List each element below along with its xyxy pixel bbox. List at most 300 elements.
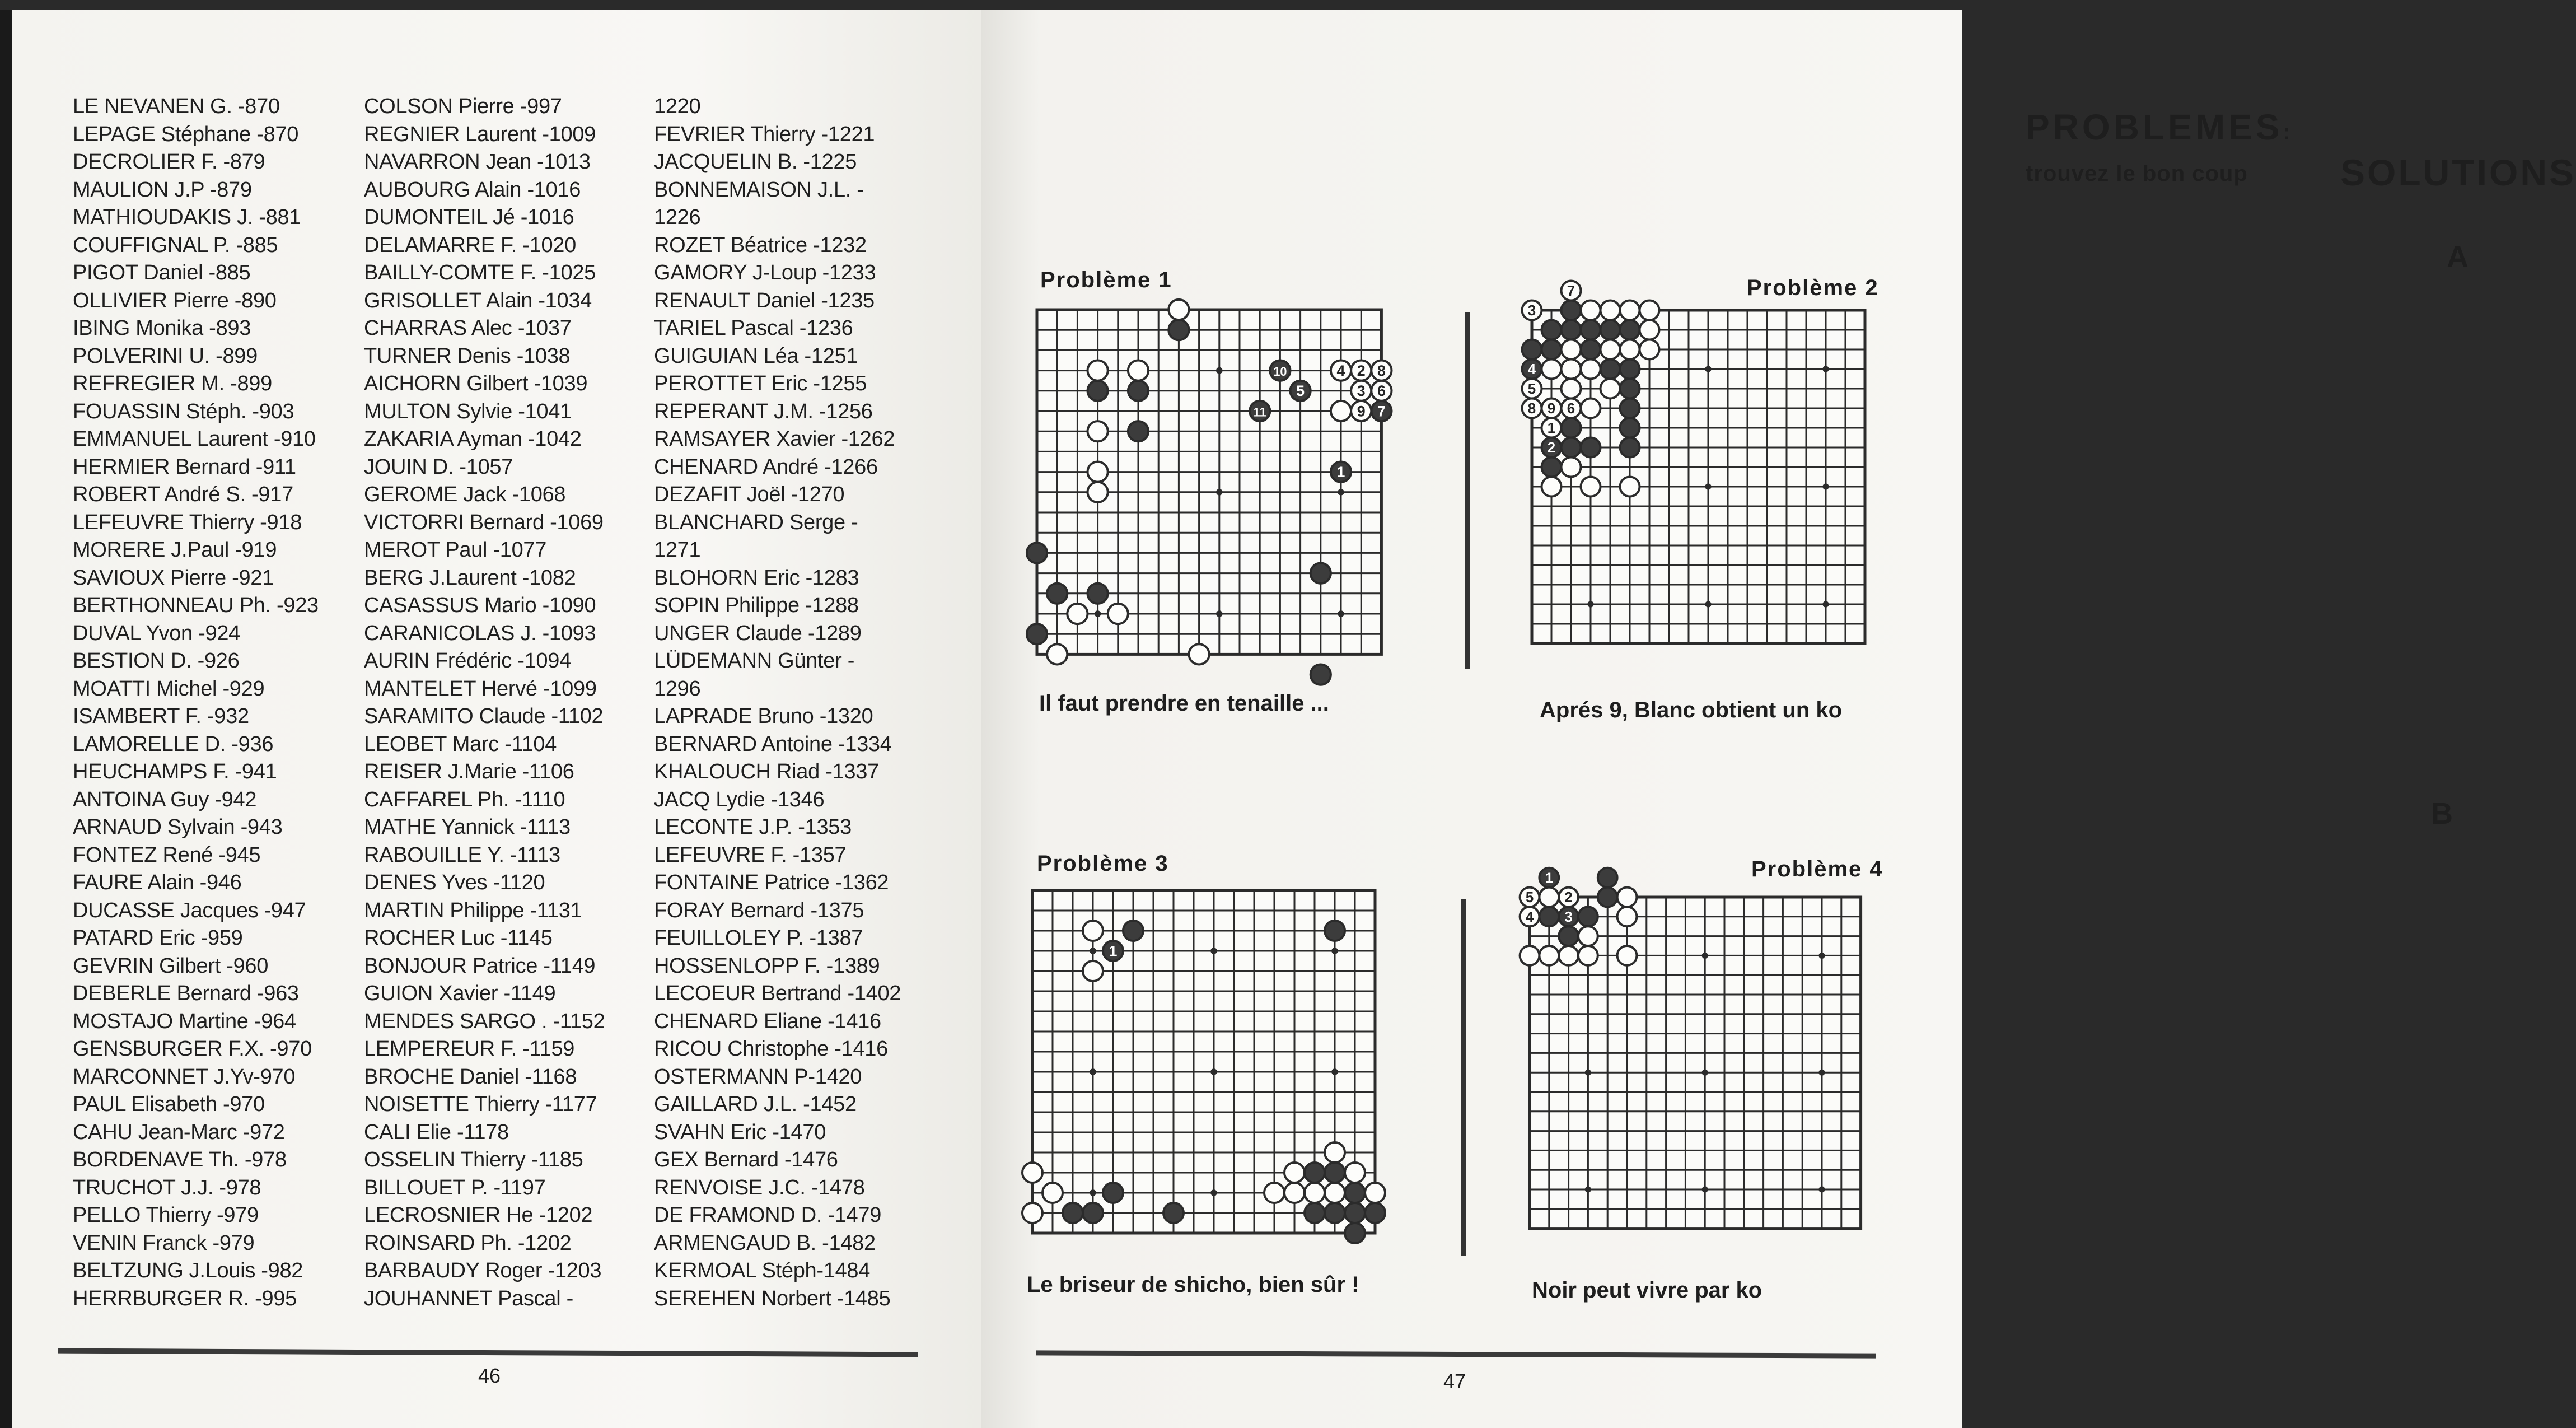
name-entry: 1220	[654, 95, 701, 118]
name-entry: BROCHE Daniel -1168	[364, 1065, 577, 1089]
white-stone	[1617, 946, 1637, 965]
star-point	[1210, 1189, 1217, 1196]
name-column-3	[654, 93, 901, 1313]
name-entry: BESTION D. -926	[73, 649, 240, 673]
name-entry: FONTAINE Patrice -1362	[654, 871, 889, 894]
white-stone	[1022, 1203, 1042, 1223]
white-stone	[1539, 888, 1559, 907]
name-entry: MOATTI Michel -929	[73, 676, 265, 701]
star-point	[1705, 601, 1711, 607]
move-number: 1	[1109, 942, 1118, 960]
white-stone	[1284, 1183, 1305, 1203]
white-stone	[1581, 477, 1601, 497]
name-entry: DUCASSE Jacques -947	[73, 898, 306, 922]
black-stone	[1598, 888, 1617, 907]
problem-4-label: Problème 4	[1751, 857, 1883, 881]
black-stone	[1562, 418, 1581, 438]
white-stone	[1022, 1163, 1042, 1183]
name-entry: JACQ Lydie -1346	[654, 787, 825, 811]
white-stone	[1578, 926, 1598, 946]
page-number: 46	[478, 1364, 501, 1387]
name-entry: RAMSAYER Xavier -1262	[654, 427, 895, 451]
name-entry: SARAMITO Claude -1102	[364, 704, 604, 728]
white-stone	[1345, 1163, 1365, 1183]
white-stone	[1108, 604, 1128, 624]
name-entry: OSSELIN Thierry -1185	[364, 1148, 583, 1172]
title-subtitle: : trouvez le bon coup	[2026, 120, 2291, 186]
black-stone	[1542, 458, 1562, 477]
white-stone	[1578, 946, 1598, 965]
problem-1-label: Problème 1	[1040, 268, 1172, 292]
name-entry: LEPAGE Stéphane -870	[73, 122, 299, 146]
name-entry: BLOHORN Eric -1283	[654, 566, 859, 590]
name-entry: PATARD Eric -959	[73, 926, 243, 950]
name-entry: JACQUELIN B. -1225	[654, 150, 857, 174]
white-stone	[1581, 399, 1601, 418]
star-point	[1822, 366, 1829, 372]
white-stone	[1088, 482, 1108, 502]
name-entry: BONJOUR Patrice -1149	[364, 954, 596, 978]
black-stone	[1088, 584, 1108, 604]
black-stone	[1325, 1163, 1345, 1183]
move-number: 9	[1357, 403, 1366, 420]
name-entry: AICHORN Gilbert -1039	[364, 372, 588, 395]
black-stone	[1620, 379, 1640, 399]
name-entry: OSTERMANN P-1420	[654, 1065, 862, 1089]
name-entry: ROZET Béatrice -1232	[654, 233, 867, 257]
name-entry: BAILLY-COMTE F. -1025	[364, 261, 596, 284]
problem-3-caption: Le briseur de shicho, bien sûr !	[1027, 1272, 1359, 1297]
black-stone	[1601, 360, 1620, 379]
name-entry: VICTORRI Bernard -1069	[364, 510, 604, 534]
name-entry: MATHIOUDAKIS J. -881	[73, 206, 301, 229]
white-stone	[1067, 604, 1087, 624]
black-stone	[1581, 320, 1601, 340]
name-entry: LE NEVANEN G. -870	[73, 95, 280, 118]
white-stone	[1562, 340, 1581, 360]
black-stone	[1542, 320, 1562, 340]
star-point	[1818, 953, 1825, 959]
board-frame	[1037, 310, 1381, 654]
name-entry: DUVAL Yvon -924	[73, 621, 240, 645]
name-column-2	[364, 93, 605, 1313]
name-entry: LAPRADE Bruno -1320	[654, 704, 873, 728]
black-stone	[1345, 1203, 1365, 1223]
white-stone	[1520, 946, 1540, 965]
name-entry: DEBERLE Bernard -963	[73, 982, 299, 1005]
name-entry: RABOUILLE Y. -1113	[364, 843, 560, 867]
white-stone	[1088, 462, 1108, 482]
name-entry: JOUHANNET Pascal -	[364, 1286, 573, 1310]
move-number: 7	[1377, 403, 1386, 420]
name-entry: BONNEMAISON J.L. -	[654, 178, 864, 202]
problem-1-caption: Il faut prendre en tenaille ...	[1039, 691, 1329, 716]
black-stone	[1305, 1203, 1325, 1223]
white-stone	[1083, 921, 1103, 941]
name-entry: GUION Xavier -1149	[364, 982, 556, 1005]
white-stone	[1620, 340, 1640, 360]
problem-3-label: Problème 3	[1037, 851, 1169, 876]
name-entry: GENSBURGER F.X. -970	[73, 1037, 312, 1061]
move-number: 3	[1564, 909, 1573, 925]
name-entry: SOPIN Philippe -1288	[654, 594, 859, 617]
name-entry: FAURE Alain -946	[73, 871, 242, 894]
left-page	[0, 10, 981, 1428]
page-number: 47	[1443, 1370, 1466, 1393]
black-stone	[1601, 320, 1620, 340]
star-point	[1702, 1070, 1708, 1076]
black-stone	[1522, 340, 1542, 360]
name-entry: MENDES SARGO . -1152	[364, 1009, 605, 1033]
black-stone	[1562, 320, 1581, 340]
solutions-heading: SOLUTIONS	[2340, 152, 2576, 193]
star-point	[1818, 1070, 1825, 1076]
white-stone	[1305, 1183, 1325, 1203]
white-stone	[1617, 888, 1637, 907]
white-stone	[1640, 320, 1659, 340]
move-number: 1	[1336, 464, 1345, 481]
footer-rule	[58, 1348, 918, 1357]
black-stone	[1562, 438, 1581, 458]
name-entry: HERRBURGER R. -995	[73, 1286, 297, 1310]
move-number: 1	[1545, 870, 1553, 886]
black-stone	[1620, 438, 1640, 458]
name-entry: SEREHEN Norbert -1485	[654, 1286, 891, 1310]
problem-2-caption: Aprés 9, Blanc obtient un ko	[1540, 698, 1843, 722]
move-number: 5	[1525, 890, 1534, 906]
name-entry: MAULION J.P -879	[73, 178, 252, 202]
white-stone	[1620, 301, 1640, 320]
black-stone	[1581, 340, 1601, 360]
white-stone	[1083, 961, 1103, 981]
name-entry: DE FRAMOND D. -1479	[654, 1203, 882, 1227]
black-stone	[1559, 926, 1578, 946]
section-b-label: B	[2431, 797, 2453, 830]
black-stone	[1578, 907, 1598, 926]
name-entry: REGNIER Laurent -1009	[364, 122, 596, 146]
white-stone	[1264, 1183, 1284, 1203]
black-stone	[1581, 438, 1601, 458]
star-point	[1587, 601, 1593, 607]
name-entry: GRISOLLET Alain -1034	[364, 288, 592, 312]
name-entry: CAHU Jean-Marc -972	[73, 1120, 285, 1144]
name-entry: MEROT Paul -1077	[364, 538, 547, 562]
name-entry: POLVERINI U. -899	[73, 344, 258, 368]
black-stone	[1311, 563, 1331, 584]
white-stone	[1325, 1183, 1345, 1203]
black-stone	[1027, 543, 1047, 563]
name-entry: BERTHONNEAU Ph. -923	[73, 594, 319, 617]
name-entry: LECONTE J.P. -1353	[654, 815, 852, 839]
name-entry: LECOEUR Bertrand -1402	[654, 982, 901, 1005]
name-entry: COUFFIGNAL P. -885	[73, 233, 278, 257]
white-stone	[1047, 644, 1067, 664]
name-entry: GAMORY J-Loup -1233	[654, 261, 876, 284]
white-stone	[1128, 361, 1148, 381]
white-stone	[1559, 946, 1578, 965]
name-entry: KHALOUCH Riad -1337	[654, 760, 879, 783]
name-entry: IBING Monika -893	[73, 316, 251, 340]
black-stone	[1620, 418, 1640, 438]
move-number: 5	[1296, 382, 1305, 400]
move-number: 6	[1377, 382, 1386, 400]
name-entry: 1226	[654, 206, 701, 229]
name-entry: GEX Bernard -1476	[654, 1148, 838, 1172]
black-stone	[1598, 868, 1617, 888]
white-stone	[1640, 340, 1659, 360]
name-entry: MATHE Yannick -1113	[364, 815, 571, 839]
name-entry: GEROME Jack -1068	[364, 483, 566, 506]
star-point	[1705, 483, 1711, 489]
move-number: 2	[1547, 440, 1556, 456]
white-stone	[1640, 301, 1659, 320]
name-entry: LEFEUVRE Thierry -918	[73, 510, 302, 534]
name-entry: FOUASSIN Stéph. -903	[73, 399, 294, 423]
board-frame	[1032, 890, 1375, 1233]
name-entry: ARNAUD Sylvain -943	[73, 815, 283, 839]
black-stone	[1027, 624, 1047, 644]
star-point	[1216, 610, 1223, 617]
white-stone	[1189, 644, 1209, 664]
black-stone	[1620, 320, 1640, 340]
star-point	[1585, 1070, 1591, 1076]
star-point	[1210, 948, 1217, 954]
white-stone	[1088, 421, 1108, 441]
white-stone	[1042, 1183, 1063, 1203]
black-stone	[1345, 1183, 1365, 1203]
name-entry: CHENARD Eliane -1416	[654, 1009, 881, 1033]
name-entry: ROINSARD Ph. -1202	[364, 1231, 572, 1255]
move-number: 9	[1547, 401, 1556, 417]
move-number: 8	[1377, 362, 1386, 380]
name-entry: LECROSNIER He -1202	[364, 1203, 593, 1227]
go-board-problem-3	[1016, 874, 1392, 1250]
name-entry: PELLO Thierry -979	[73, 1203, 259, 1227]
name-entry: COLSON Pierre -997	[364, 95, 562, 118]
star-point	[1338, 610, 1344, 617]
name-entry: GEVRIN Gilbert -960	[73, 954, 269, 978]
name-entry: CHARRAS Alec -1037	[364, 316, 572, 340]
black-stone	[1365, 1203, 1385, 1223]
move-number: 2	[1564, 890, 1573, 906]
name-entry: DEZAFIT Joël -1270	[654, 483, 845, 506]
name-entry: DELAMARRE F. -1020	[364, 233, 576, 257]
name-entry: ISAMBERT F. -932	[73, 704, 249, 728]
divider-b	[1461, 899, 1466, 1256]
white-stone	[1601, 379, 1620, 399]
name-entry: VENIN Franck -979	[73, 1231, 255, 1255]
black-stone	[1128, 381, 1148, 401]
title-text: PROBLEMES	[2026, 107, 2283, 147]
star-point	[1216, 367, 1223, 374]
name-entry: 1271	[654, 538, 701, 562]
name-entry: FEUILLOLEY P. -1387	[654, 926, 863, 950]
name-entry: MULTON Sylvie -1041	[364, 399, 572, 423]
star-point	[1818, 1186, 1825, 1192]
name-entry: AURIN Frédéric -1094	[364, 649, 571, 673]
white-stone	[1581, 360, 1601, 379]
move-number: 4	[1527, 362, 1536, 378]
star-point	[1338, 489, 1344, 496]
black-stone	[1305, 1163, 1325, 1183]
name-entry: BELTZUNG J.Louis -982	[73, 1259, 303, 1282]
name-entry: JOUIN D. -1057	[364, 455, 513, 479]
white-stone	[1168, 300, 1189, 320]
name-entry: LEFEUVRE F. -1357	[654, 843, 847, 867]
star-point	[1331, 948, 1338, 954]
name-entry: TURNER Denis -1038	[364, 344, 571, 368]
move-number: 4	[1525, 909, 1534, 925]
white-stone	[1601, 340, 1620, 360]
name-entry: REPERANT J.M. -1256	[654, 399, 873, 423]
star-point	[1705, 366, 1711, 372]
name-entry: BERNARD Antoine -1334	[654, 732, 892, 756]
white-stone	[1620, 477, 1640, 497]
name-entry: AUBOURG Alain -1016	[364, 178, 581, 202]
white-stone	[1284, 1163, 1305, 1183]
black-stone	[1163, 1203, 1184, 1223]
section-a-label: A	[2447, 240, 2469, 274]
page-title	[2026, 106, 2291, 189]
name-entry: MANTELET Hervé -1099	[364, 676, 597, 701]
name-entry: BORDENAVE Th. -978	[73, 1148, 287, 1172]
black-stone	[1123, 921, 1143, 941]
white-stone	[1562, 458, 1581, 477]
name-entry: RENVOISE J.C. -1478	[654, 1175, 865, 1200]
name-entry: MARCONNET J.Yv-970	[73, 1065, 296, 1089]
name-entry: ARMENGAUD B. -1482	[654, 1231, 876, 1255]
name-entry: HERMIER Bernard -911	[73, 455, 296, 479]
name-entry: CALI Elie -1178	[364, 1120, 509, 1144]
name-entry: REFREGIER M. -899	[73, 372, 272, 395]
name-entry: FORAY Bernard -1375	[654, 898, 864, 922]
white-stone	[1542, 360, 1562, 379]
name-entry: 1296	[654, 676, 701, 701]
black-stone	[1063, 1203, 1083, 1223]
name-entry: RENAULT Daniel -1235	[654, 288, 875, 312]
name-entry: PEROTTET Eric -1255	[654, 372, 867, 395]
black-stone	[1047, 584, 1067, 604]
name-entry: MORERE J.Paul -919	[73, 538, 277, 562]
black-stone	[1325, 921, 1345, 941]
star-point	[1702, 1186, 1708, 1192]
star-point	[1090, 1189, 1096, 1196]
black-stone	[1542, 340, 1562, 360]
board-frame	[1532, 310, 1865, 643]
problem-4-caption: Noir peut vivre par ko	[1532, 1278, 1762, 1303]
name-entry: DENES Yves -1120	[364, 871, 545, 894]
name-entry: TARIEL Pascal -1236	[654, 316, 853, 340]
star-point	[1095, 610, 1101, 617]
black-stone	[1103, 1183, 1123, 1203]
name-entry: DUMONTEIL Jé -1016	[364, 206, 574, 229]
name-entry: HEUCHAMPS F. -941	[73, 760, 277, 783]
name-entry: PAUL Elisabeth -970	[73, 1093, 265, 1116]
go-board-problem-4	[1513, 870, 1878, 1245]
move-number: 2	[1357, 362, 1366, 380]
black-stone	[1345, 1223, 1365, 1243]
white-stone	[1088, 361, 1108, 381]
black-stone	[1088, 381, 1108, 401]
black-stone	[1539, 907, 1559, 926]
black-stone	[1168, 320, 1189, 340]
black-stone	[1128, 421, 1148, 441]
name-entry: SAVIOUX Pierre -921	[73, 566, 274, 590]
name-entry: BARBAUDY Roger -1203	[364, 1259, 602, 1282]
name-entry: RICOU Christophe -1416	[654, 1037, 888, 1061]
name-entry: MOSTAJO Martine -964	[73, 1009, 296, 1033]
white-stone	[1542, 477, 1562, 497]
white-stone	[1331, 401, 1351, 421]
star-point	[1702, 953, 1708, 959]
name-entry: LAMORELLE D. -936	[73, 732, 274, 756]
move-number: 1	[1547, 421, 1556, 437]
name-entry: LEMPEREUR F. -1159	[364, 1037, 575, 1061]
move-number: 4	[1336, 362, 1345, 380]
name-entry: ZAKARIA Ayman -1042	[364, 427, 582, 451]
star-point	[1822, 601, 1829, 607]
name-entry: EMMANUEL Laurent -910	[73, 427, 316, 451]
name-entry: KERMOAL Stéph-1484	[654, 1259, 871, 1282]
name-entry: NAVARRON Jean -1013	[364, 150, 591, 174]
move-number: 3	[1357, 382, 1366, 400]
name-entry: GAILLARD J.L. -1452	[654, 1093, 857, 1116]
board-frame	[1530, 897, 1861, 1229]
black-stone	[1620, 399, 1640, 418]
black-stone	[1083, 1203, 1103, 1223]
divider-a	[1465, 312, 1470, 669]
white-stone	[1365, 1183, 1385, 1203]
black-stone	[1311, 665, 1331, 685]
problem-2-label: Problème 2	[1747, 276, 1879, 300]
name-entry: REISER J.Marie -1106	[364, 760, 574, 783]
name-entry: BLANCHARD Serge -	[654, 510, 858, 534]
star-point	[1822, 483, 1829, 489]
black-stone	[1562, 301, 1581, 320]
name-entry: CARANICOLAS J. -1093	[364, 621, 596, 645]
black-stone	[1620, 360, 1640, 379]
name-entry: BILLOUET P. -1197	[364, 1175, 546, 1200]
star-point	[1216, 489, 1223, 496]
go-board-problem-1	[1020, 293, 1398, 671]
move-number: 7	[1567, 283, 1575, 300]
star-point	[1210, 1068, 1217, 1075]
name-entry: ROCHER Luc -1145	[364, 926, 553, 950]
name-column-1	[73, 93, 319, 1313]
white-stone	[1562, 379, 1581, 399]
name-entry: CHENARD André -1266	[654, 455, 878, 479]
move-number: 8	[1527, 401, 1536, 417]
name-entry: ROBERT André S. -917	[73, 483, 293, 506]
move-number: 6	[1567, 401, 1575, 417]
name-entry: PIGOT Daniel -885	[73, 261, 251, 284]
name-entry: MARTIN Philippe -1131	[364, 898, 582, 922]
name-entry: UNGER Claude -1289	[654, 621, 862, 645]
name-entry: CAFFAREL Ph. -1110	[364, 787, 565, 811]
white-stone	[1325, 1142, 1345, 1163]
name-entry: CASASSUS Mario -1090	[364, 594, 596, 617]
black-stone	[1325, 1203, 1345, 1223]
star-point	[1090, 1068, 1096, 1075]
name-entry: LÜDEMANN Günter -	[654, 649, 855, 673]
move-number: 5	[1527, 381, 1536, 398]
star-point	[1585, 1186, 1591, 1192]
white-stone	[1617, 907, 1637, 926]
right-page	[981, 10, 2576, 1428]
footer-rule	[1036, 1350, 1876, 1358]
star-point	[1331, 1068, 1338, 1075]
name-entry: NOISETTE Thierry -1177	[364, 1093, 597, 1116]
